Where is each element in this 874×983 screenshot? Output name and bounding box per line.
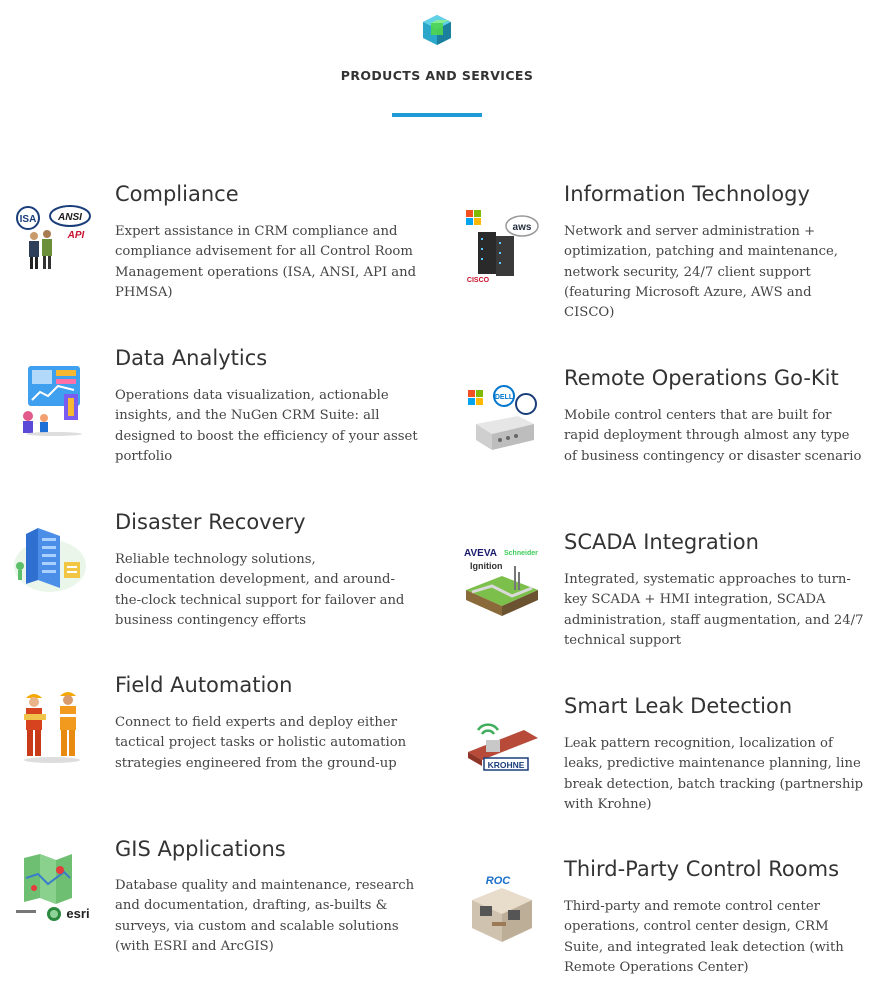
control-room-icon: [464, 870, 542, 948]
aws-logo: aws: [512, 222, 532, 233]
service-description: Integrated, systematic approaches to turn-key SCADA + HMI integration, SCADA administration, staff augmentation, and 24/7 technical support: [564, 572, 864, 648]
dell-logo: DELL: [494, 394, 514, 401]
api-logo: API: [67, 230, 85, 241]
service-description: Database quality and maintenance, research and documentation, drafting, as-builts & surveys, via custom and scalable solutions (with ESRI and ArcGIS): [115, 878, 415, 954]
service-description: Third-party and remote control center operations, control center design, CRM Suite, and integrated leak detection (with Remote Operations Center): [564, 899, 844, 975]
service-description: Expert assistance in CRM compliance and compliance advisement for all Control Room Management operations (ISA, ANSI, API and PHMSA): [115, 224, 417, 300]
esri-logo: esri: [66, 906, 90, 921]
cisco-logo: CISCO: [466, 277, 490, 284]
section-title: PRODUCTS AND SERVICES: [340, 68, 534, 83]
green-cube-icon: [420, 13, 454, 47]
scada-pipeline-icon: [462, 544, 540, 622]
service-title: Third-Party Control Rooms: [564, 857, 840, 881]
field-workers-icon: [14, 686, 92, 764]
service-title: Smart Leak Detection: [564, 694, 793, 718]
service-title: Disaster Recovery: [115, 510, 306, 534]
service-description: Leak pattern recognition, localization of leaks, predictive maintenance planning, line break detection, batch tracking (partnership with Krohne): [564, 736, 864, 812]
aveva-logo: AVEVA: [464, 548, 497, 559]
leak-sensor-icon: [464, 712, 542, 790]
service-title: Information Technology: [564, 182, 810, 206]
ansi-logo: ANSI: [58, 212, 82, 223]
roc-logo: ROC: [485, 875, 511, 887]
title-underline: [392, 113, 482, 117]
service-title: GIS Applications: [115, 837, 286, 861]
ignition-logo: Ignition: [470, 561, 503, 571]
service-description: Mobile control centers that are built for rapid deployment through almost any type of business contingency or disaster scenario: [564, 408, 862, 464]
service-description: Operations data visualization, actionable insights, and the NuGen CRM Suite: all designed to boost the efficiency of your asset portfolio: [115, 388, 418, 464]
compliance-icon: [14, 198, 92, 276]
datacenter-building-icon: [10, 522, 88, 600]
service-title: SCADA Integration: [564, 530, 759, 554]
krohne-logo: KROHNE: [487, 760, 525, 770]
service-description: Connect to field experts and deploy either tactical project tasks or holistic automation strategies engineered from the ground-up: [115, 715, 407, 771]
service-title: Compliance: [115, 182, 239, 206]
isa-logo: ISA: [19, 214, 37, 225]
service-description: Network and server administration + optimization, patching and maintenance, network security, 24/7 client support (featuring Microsoft Azure, AWS and CISCO): [564, 224, 838, 321]
schneider-logo: Schneider: [504, 550, 538, 557]
service-description: Reliable technology solutions, documentation development, and around-the-clock technical support for failover and business contingency efforts: [115, 552, 405, 628]
server-cloud-icon: [464, 206, 542, 284]
service-title: Data Analytics: [115, 346, 268, 370]
go-kit-device-icon: [464, 380, 542, 458]
service-title: Remote Operations Go-Kit: [564, 366, 839, 390]
gis-map-icon: [14, 848, 92, 926]
dashboard-analytics-icon: [14, 360, 92, 438]
service-title: Field Automation: [115, 673, 293, 697]
